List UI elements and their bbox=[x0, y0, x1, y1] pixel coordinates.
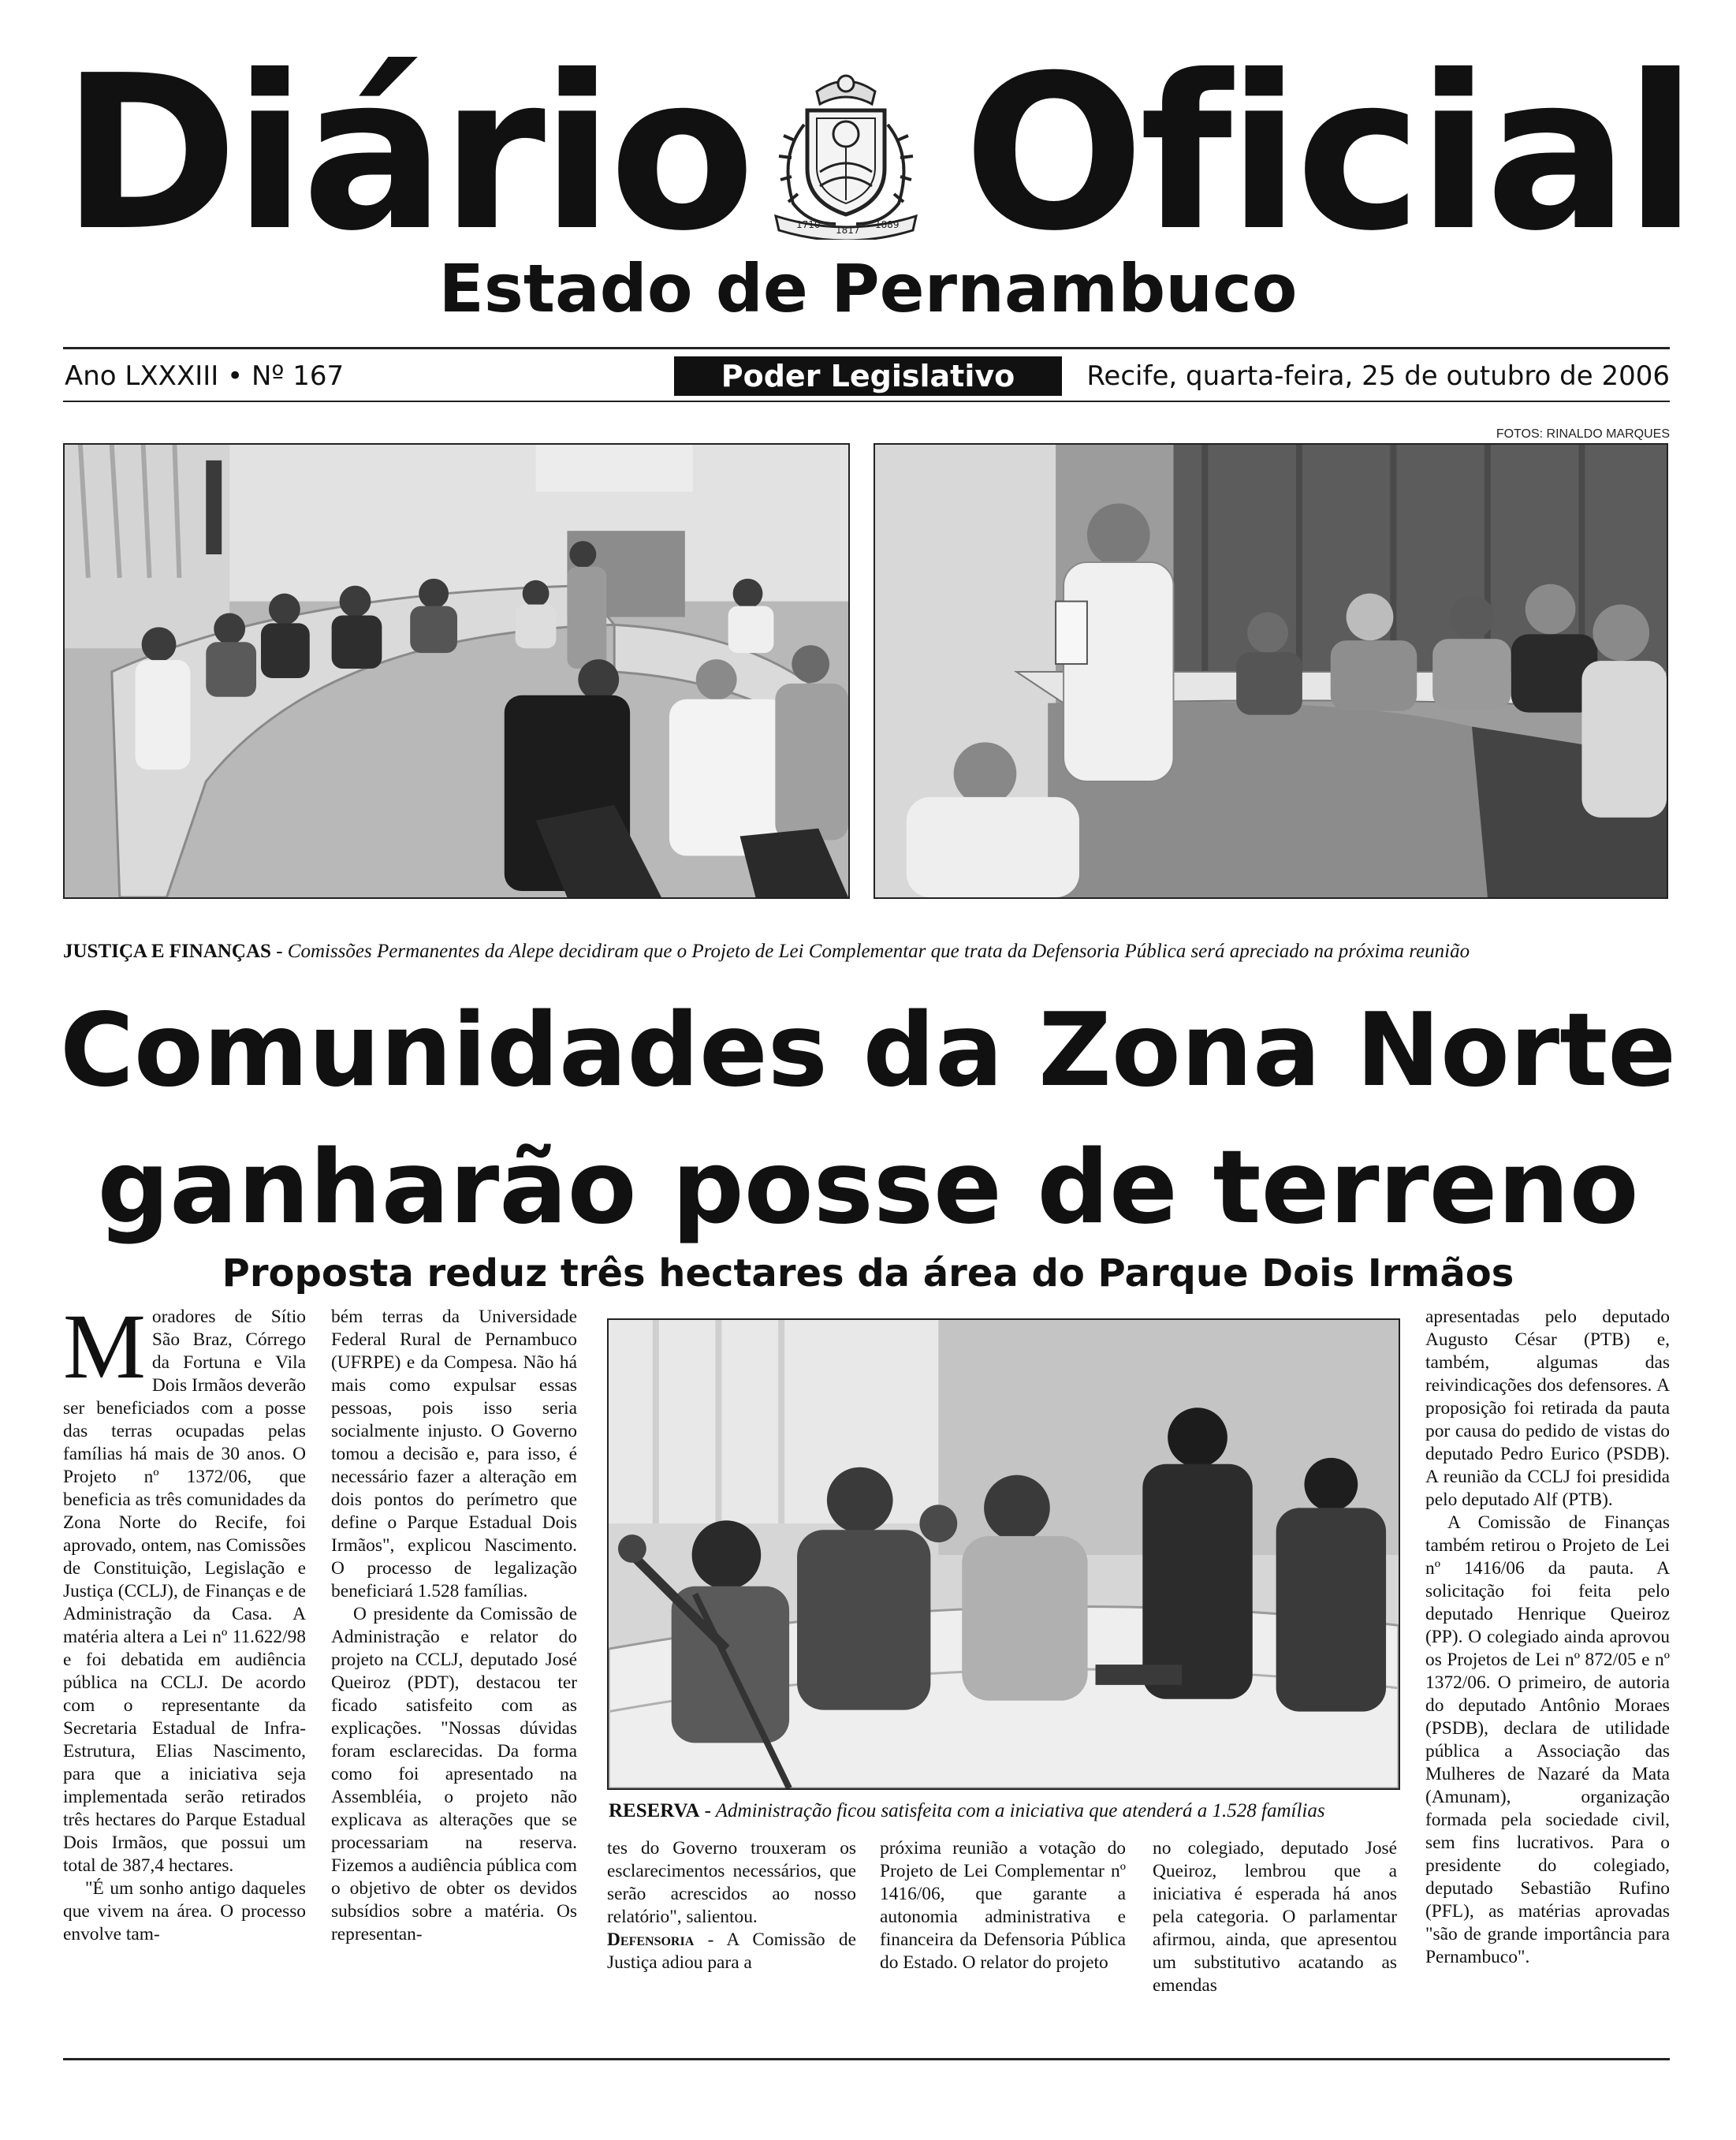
caption-text: - Comissões Permanentes da Alepe decidiram que o Projeto de Lei Complementar que trata da Defensoria Pública será apreciado na próxima reunião bbox=[276, 941, 1470, 962]
masthead-title-left: Diário bbox=[61, 29, 751, 278]
caption-label: RESERVA bbox=[609, 1800, 700, 1821]
article-paragraph: tes do Governo trouxeram os esclarecimentos necessários, que serão acrescidos ao nosso relatório", salientou. bbox=[607, 1838, 856, 1927]
state-coat-of-arms bbox=[773, 69, 919, 240]
headline bbox=[0, 982, 1736, 1257]
section-label: Poder Legislativo bbox=[674, 356, 1062, 396]
article-paragraph: apresentadas pelo deputado Augusto César (PTB) e, também, algumas das reivindicações dos defensores. A proposição foi retirada da pauta por causa do pedido de vistas do deputado Pedro Eurico (PSDB). A reunião da CCLJ foi presidida pelo deputado Alf (PTB). bbox=[1425, 1307, 1670, 1510]
article-paragraph: bém terras da Universidade Federal Rural de Pernambuco (UFRPE) e da Compesa. Não há mais como expulsar essas pessoas, pois isso seria socialmente injusto. O Governo tomou a decisão e, para isso, é necessário fazer a alteração em dois pontos do perímetro que define o Parque Estadual Dois Irmãos", explicou Nascimento. O processo de legalização beneficiará 1.528 famílias. bbox=[331, 1307, 577, 1601]
article-paragraph: A Comissão de Finanças também retirou o Projeto de Lei nº 1416/06 da pauta. A solicitação foi feita pelo deputado Henrique Queiroz (PP). O colegiado ainda aprovou os Projetos de Lei nº 872/05 e nº 1372/06. O primeiro, de autoria do deputado Antônio Moraes (PSDB), declara de utilidade pública a Associação das Mulheres de Nazaré da Mata (Amunam), organização formada pela sociedade civil, sem fins lucrativos. Para o presidente do colegiado, deputado Sebastião Rufino (PFL), as matérias aprovadas "são de grande importância para Pernambuco". bbox=[1425, 1512, 1670, 1967]
article-paragraph: próxima reunião a votação do Projeto de Lei Complementar nº 1416/06, que garante a autonomia administrativa e financeira da Defensoria Pública do Estado. O relator do projeto bbox=[880, 1838, 1126, 1973]
photo-meeting-middle bbox=[607, 1318, 1400, 1790]
article-column-3 bbox=[607, 1837, 856, 1974]
article-paragraph: - A Comissão de Justiça adiou para a bbox=[607, 1929, 856, 1973]
article-column-4 bbox=[880, 1837, 1126, 1974]
photo-caption-top bbox=[63, 940, 1671, 964]
masthead-rule-bottom bbox=[63, 401, 1670, 402]
masthead-subtitle: Estado de Pernambuco bbox=[438, 250, 1298, 327]
masthead-title-right: Oficial bbox=[963, 29, 1693, 278]
caption-text: - Administração ficou satisfeita com a iniciativa que atenderá a 1.528 famílias bbox=[704, 1800, 1325, 1821]
article-column-6 bbox=[1425, 1306, 1670, 1969]
masthead-rule-top bbox=[63, 347, 1670, 349]
article-column-5 bbox=[1153, 1837, 1397, 1997]
subhead-label: Defensoria bbox=[607, 1929, 695, 1950]
svg-text:1710: 1710 bbox=[796, 219, 821, 230]
article-paragraph: oradores de Sítio São Braz, Córrego da Fortuna e Vila Dois Irmãos deverão ser beneficiados com a posse das terras ocupadas pelas famílias há mais de 30 anos. O Projeto nº 1372/06, que beneficia as três comunidades da Zona Norte do Recife, foi aprovado, ontem, nas Comissões de Constituição, Legislação e Justiça (CCLJ), de Finanças e de Administração da Casa. A matéria altera a Lei nº 11.622/98 e foi debatida em audiência pública na CCLJ. De acordo com o representante da Secretaria Estadual de Infra-Estrutura, Elias Nascimento, para que a iniciativa seja implementada serão retirados três hectares do Parque Estadual Dois Irmãos, que possui um total de 387,4 hectares. bbox=[63, 1307, 306, 1876]
caption-label: JUSTIÇA E FINANÇAS bbox=[63, 941, 271, 962]
headline-line-1: Comunidades da Zona Norte bbox=[59, 992, 1677, 1109]
article-paragraph: no colegiado, deputado José Queiroz, lembrou que a iniciativa é esperada há anos pela categoria. O parlamentar afirmou, ainda, que apresentou um substitutivo acatando as emendas bbox=[1153, 1838, 1397, 1996]
article-column-1 bbox=[63, 1295, 306, 1946]
photo-committee-room-left bbox=[63, 443, 850, 899]
photo-credit: FOTOS: RINALDO MARQUES bbox=[1496, 427, 1670, 441]
svg-text:1889: 1889 bbox=[875, 219, 900, 230]
subheadline: Proposta reduz três hectares da área do Parque Dois Irmãos bbox=[222, 1251, 1514, 1296]
photo-caption-middle bbox=[609, 1799, 1402, 1823]
article-paragraph: "É um sonho antigo daqueles que vivem na área. O processo envolve tam- bbox=[63, 1878, 306, 1944]
article-paragraph: O presidente da Comissão de Administração e relator do projeto na CCLJ, deputado José Queiroz (PDT), destacou ter ficado satisfeito com as explicações. "Nossas dúvidas foram esclarecidas. Da forma como foi apresentado na Assembléia, o projeto não explicava as alterações que se processariam na reserva. Fizemos a audiência pública com o objetivo de obter os devidos subsídios sobre a matéria. Os representan- bbox=[331, 1604, 577, 1944]
drop-cap: M bbox=[63, 1295, 146, 1398]
headline-line-2: ganharão posse de terreno bbox=[97, 1129, 1639, 1247]
article-column-2 bbox=[331, 1306, 577, 1946]
photo-commission-table-right bbox=[874, 443, 1668, 899]
dateline: Recife, quarta-feira, 25 de outubro de 2006 bbox=[1086, 360, 1670, 392]
svg-text:1817: 1817 bbox=[836, 225, 860, 236]
page-bottom-rule bbox=[63, 2058, 1670, 2060]
issue-number: Ano LXXXIII • Nº 167 bbox=[65, 360, 345, 392]
